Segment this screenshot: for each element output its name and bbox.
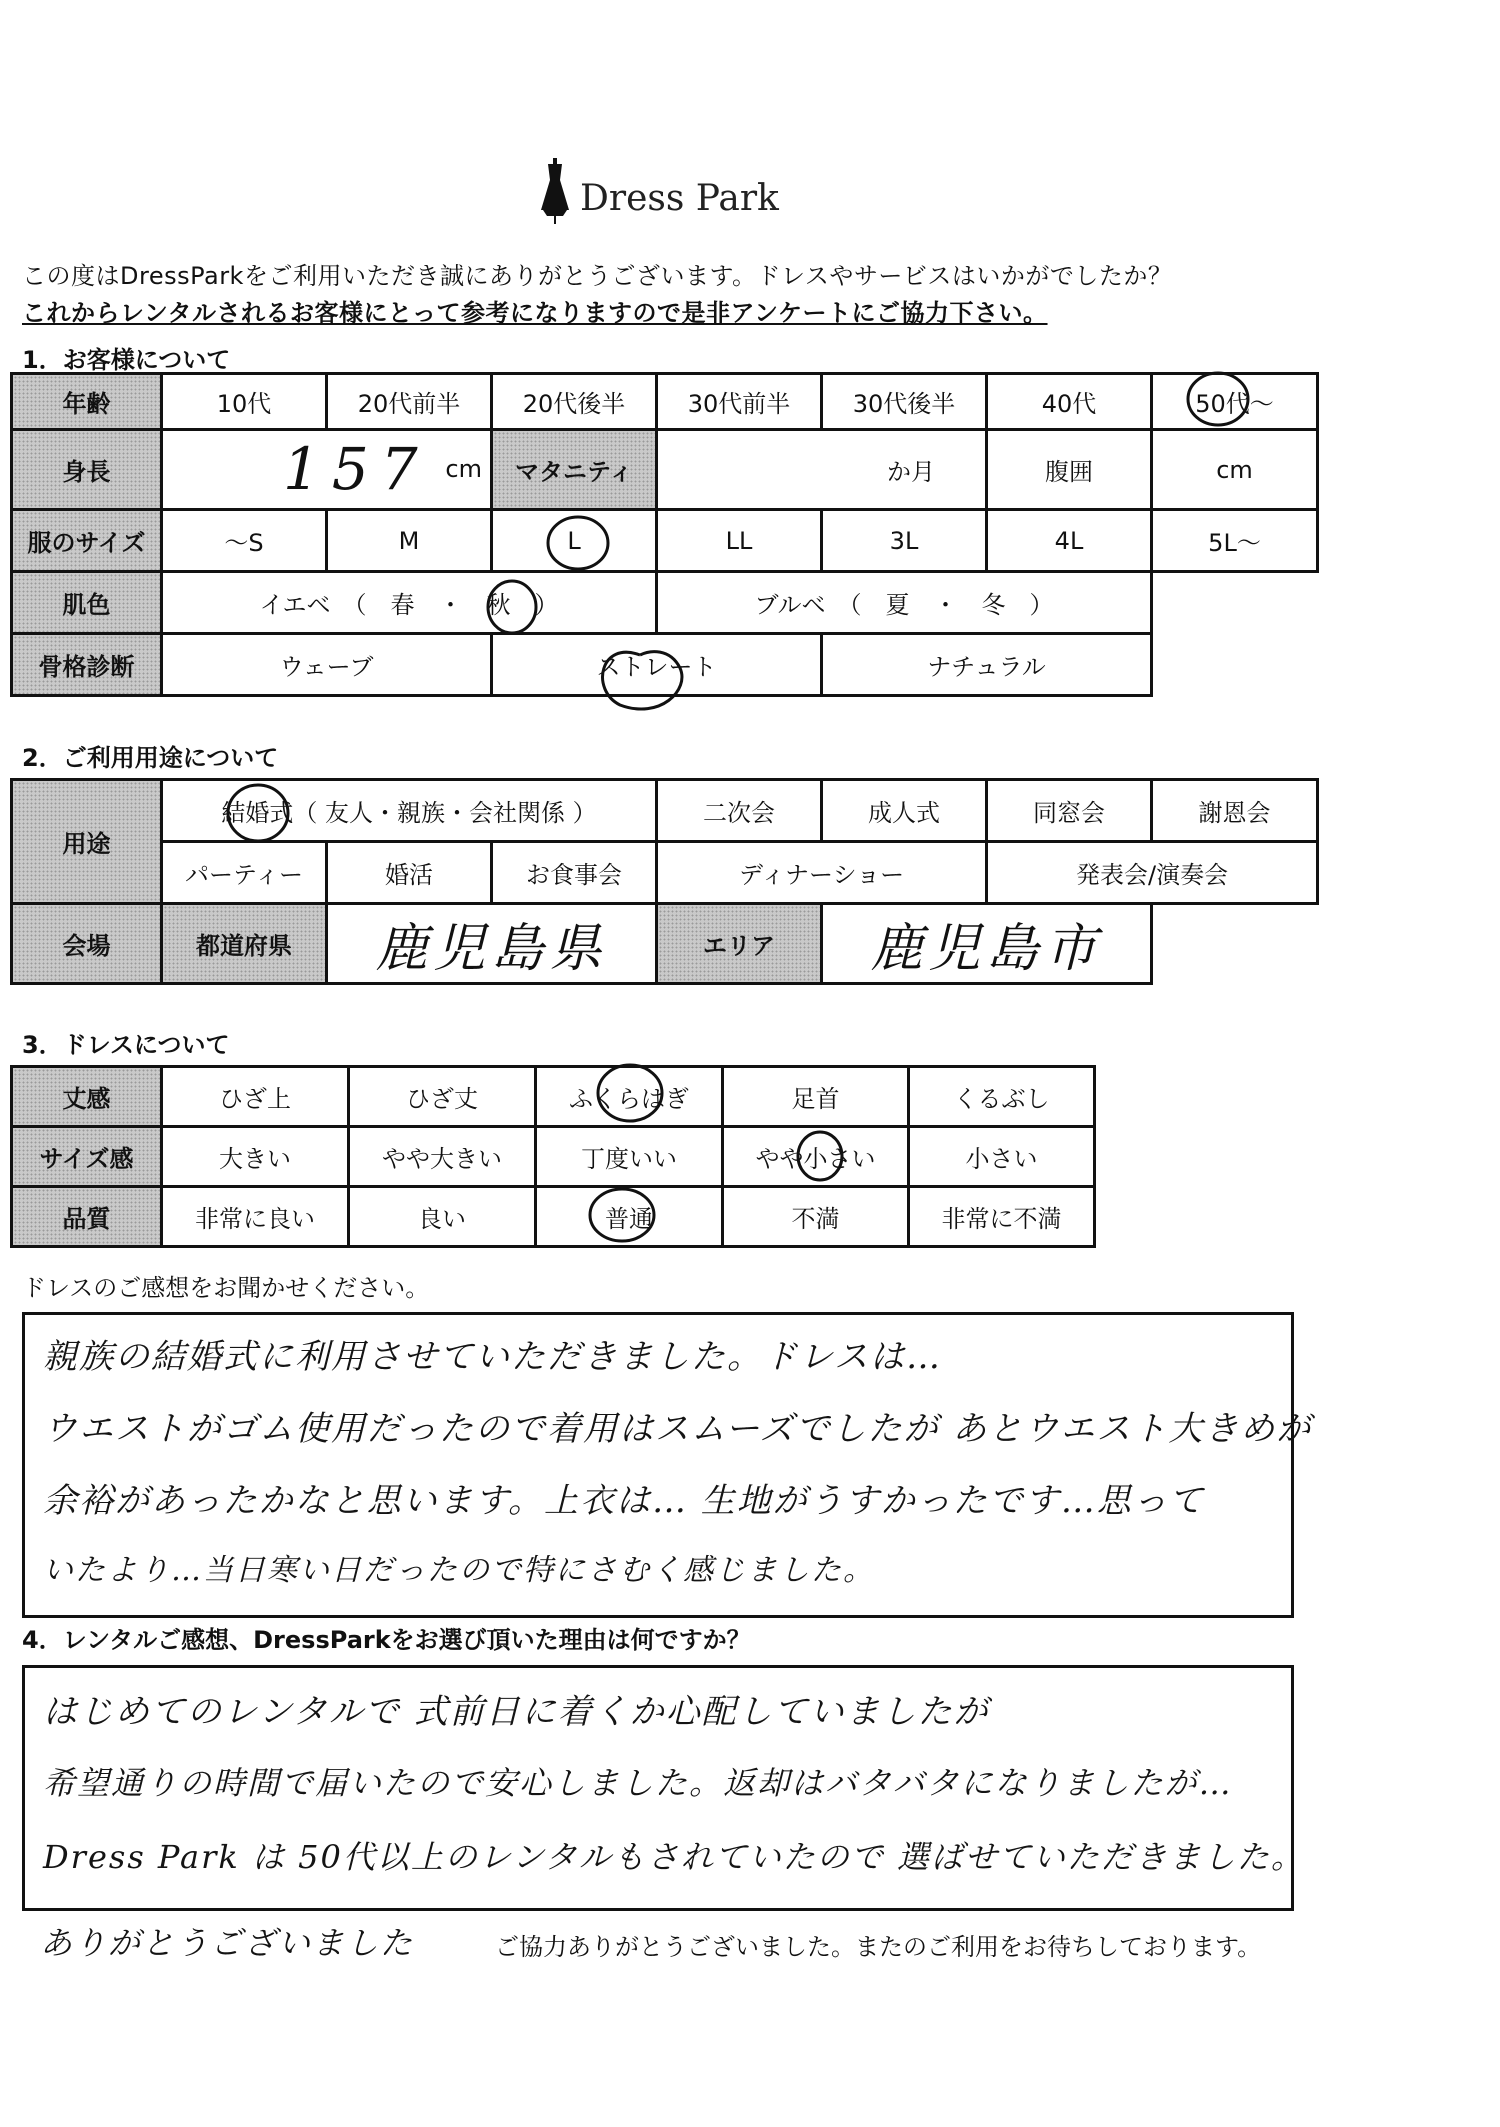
section2-title: 2．ご利用用途について bbox=[22, 744, 279, 772]
quality-option[interactable]: 非常に良い bbox=[162, 1187, 349, 1247]
maternity-label: マタニティ bbox=[492, 430, 657, 510]
fit-option[interactable]: 丁度いい bbox=[536, 1127, 723, 1187]
size-option[interactable]: LL bbox=[657, 510, 822, 572]
size-row bbox=[12, 510, 1318, 572]
age-option[interactable]: 40代 bbox=[987, 374, 1152, 430]
fit-option[interactable]: 小さい bbox=[909, 1127, 1095, 1187]
purpose-option[interactable]: 婚活 bbox=[327, 842, 492, 904]
age-option-selected[interactable]: 50代～ bbox=[1152, 374, 1318, 430]
impression-box[interactable] bbox=[22, 1312, 1313, 1618]
maternity-months[interactable]: か月 bbox=[657, 430, 987, 510]
length-option[interactable]: くるぶし bbox=[909, 1067, 1095, 1127]
section3-title: 3．ドレスについて bbox=[22, 1031, 230, 1059]
signoff-handwritten: ありがとうございました bbox=[40, 1924, 415, 1962]
frame-label: 骨格診断 bbox=[12, 634, 162, 696]
height-unit: cm bbox=[445, 455, 482, 483]
intro-line-2: これからレンタルされるお客様にとって参考になりますので是非アンケートにご協力下さい。 bbox=[22, 299, 1048, 327]
impression-line: いたより…当日寒い日だったので特にさむく感じました。 bbox=[43, 1553, 875, 1588]
length-option[interactable]: ひざ丈 bbox=[349, 1067, 536, 1127]
purpose-wedding-selected[interactable]: 結婚式（ 友人・親族・会社関係 ） bbox=[162, 780, 657, 842]
frame-option[interactable]: ウェーブ bbox=[162, 634, 492, 696]
fit-option[interactable]: やや大きい bbox=[349, 1127, 536, 1187]
length-option[interactable]: 足首 bbox=[723, 1067, 909, 1127]
reason-box[interactable] bbox=[22, 1665, 1305, 1911]
quality-option[interactable]: 良い bbox=[349, 1187, 536, 1247]
height-value: 157 bbox=[283, 435, 430, 503]
blank-cell bbox=[1152, 634, 1318, 696]
purpose-table bbox=[10, 778, 1319, 985]
dresspark-logo bbox=[535, 158, 779, 228]
height-label: 身長 bbox=[12, 430, 162, 510]
height-cell[interactable] bbox=[162, 430, 492, 510]
section4-title: 4．レンタルご感想、DressParkをお選び頂いた理由は何ですか？ bbox=[22, 1626, 751, 1654]
waist-unit[interactable]: cm bbox=[1152, 430, 1318, 510]
length-option-selected[interactable]: ふくらはぎ bbox=[536, 1067, 723, 1127]
age-label: 年齢 bbox=[12, 374, 162, 430]
purpose-option[interactable]: 同窓会 bbox=[987, 780, 1152, 842]
purpose-option[interactable]: 発表会/演奏会 bbox=[987, 842, 1318, 904]
purpose-option[interactable]: 成人式 bbox=[822, 780, 987, 842]
section1-title: 1．お客様について bbox=[22, 346, 231, 374]
quality-option[interactable]: 不満 bbox=[723, 1187, 909, 1247]
blank-cell bbox=[1152, 572, 1318, 634]
dress-table bbox=[10, 1065, 1096, 1248]
impression-line: ウエストがゴム使用だったので着用はスムーズでしたが あとウエスト大きめが bbox=[43, 1409, 1313, 1449]
reason-line: Dress Park は 50代以上のレンタルもされていたので 選ばせていただきました。 bbox=[43, 1838, 1305, 1876]
purpose-option[interactable]: ディナーショー bbox=[657, 842, 987, 904]
frame-option[interactable]: ナチュラル bbox=[822, 634, 1152, 696]
reason-line: 希望通りの時間で届いたので安心しました。返却はバタバタになりましたが… bbox=[43, 1764, 1233, 1802]
size-option-selected[interactable]: L bbox=[492, 510, 657, 572]
customer-table bbox=[10, 372, 1319, 697]
size-option[interactable]: ～S bbox=[162, 510, 327, 572]
purpose-option[interactable]: 二次会 bbox=[657, 780, 822, 842]
quality-option-selected[interactable]: 普通 bbox=[536, 1187, 723, 1247]
frame-option-selected[interactable]: ストレート bbox=[492, 634, 822, 696]
fit-option[interactable]: 大きい bbox=[162, 1127, 349, 1187]
venue-label: 会場 bbox=[12, 904, 162, 984]
area-label: エリア bbox=[657, 904, 822, 984]
fit-label: サイズ感 bbox=[12, 1127, 162, 1187]
skin-label: 肌色 bbox=[12, 572, 162, 634]
purpose-option[interactable]: 謝恩会 bbox=[1152, 780, 1318, 842]
size-option[interactable]: 5L～ bbox=[1152, 510, 1318, 572]
footer-message: ご協力ありがとうございました。またのご利用をお待ちしております。 bbox=[495, 1933, 1262, 1961]
blank-cell bbox=[1152, 904, 1318, 984]
quality-option[interactable]: 非常に不満 bbox=[909, 1187, 1095, 1247]
age-option[interactable]: 20代前半 bbox=[327, 374, 492, 430]
intro-line-1: この度はDressParkをご利用いただき誠にありがとうございます。ドレスやサービスはいかがでしたか？ bbox=[22, 262, 1173, 290]
length-label: 丈感 bbox=[12, 1067, 162, 1127]
age-option[interactable]: 20代後半 bbox=[492, 374, 657, 430]
age-option[interactable]: 30代前半 bbox=[657, 374, 822, 430]
dress-icon bbox=[535, 158, 575, 228]
age-row bbox=[12, 374, 1318, 430]
size-label: 服のサイズ bbox=[12, 510, 162, 572]
reason-line: はじめてのレンタルで 式前日に着くか心配していましたが bbox=[43, 1692, 990, 1732]
purpose-label: 用途 bbox=[12, 780, 162, 904]
length-option[interactable]: ひざ上 bbox=[162, 1067, 349, 1127]
impression-line: 親族の結婚式に利用させていただきました。ドレスは… bbox=[43, 1337, 942, 1377]
age-option[interactable]: 10代 bbox=[162, 374, 327, 430]
brand-name: Dress Park bbox=[580, 178, 779, 219]
height-row bbox=[12, 430, 1318, 510]
skin-row bbox=[12, 572, 1318, 634]
size-option[interactable]: 3L bbox=[822, 510, 987, 572]
pref-value[interactable]: 鹿児島県 bbox=[327, 904, 657, 984]
size-option[interactable]: 4L bbox=[987, 510, 1152, 572]
pref-label: 都道府県 bbox=[162, 904, 327, 984]
quality-label: 品質 bbox=[12, 1187, 162, 1247]
fit-option-selected[interactable]: やや小さい bbox=[723, 1127, 909, 1187]
size-option[interactable]: M bbox=[327, 510, 492, 572]
area-value[interactable]: 鹿児島市 bbox=[822, 904, 1152, 984]
waist-label: 腹囲 bbox=[987, 430, 1152, 510]
age-option[interactable]: 30代後半 bbox=[822, 374, 987, 430]
skin-yellow[interactable]: イエベ （ 春 ・ 秋 ） bbox=[162, 572, 657, 634]
skin-blue[interactable]: ブルベ （ 夏 ・ 冬 ） bbox=[657, 572, 1152, 634]
purpose-option[interactable]: お食事会 bbox=[492, 842, 657, 904]
purpose-option[interactable]: パーティー bbox=[162, 842, 327, 904]
frame-row bbox=[12, 634, 1318, 696]
impression-title: ドレスのご感想をお聞かせください。 bbox=[22, 1274, 430, 1302]
impression-line: 余裕があったかなと思います。上衣は… 生地がうすかったです…思って bbox=[43, 1481, 1205, 1521]
